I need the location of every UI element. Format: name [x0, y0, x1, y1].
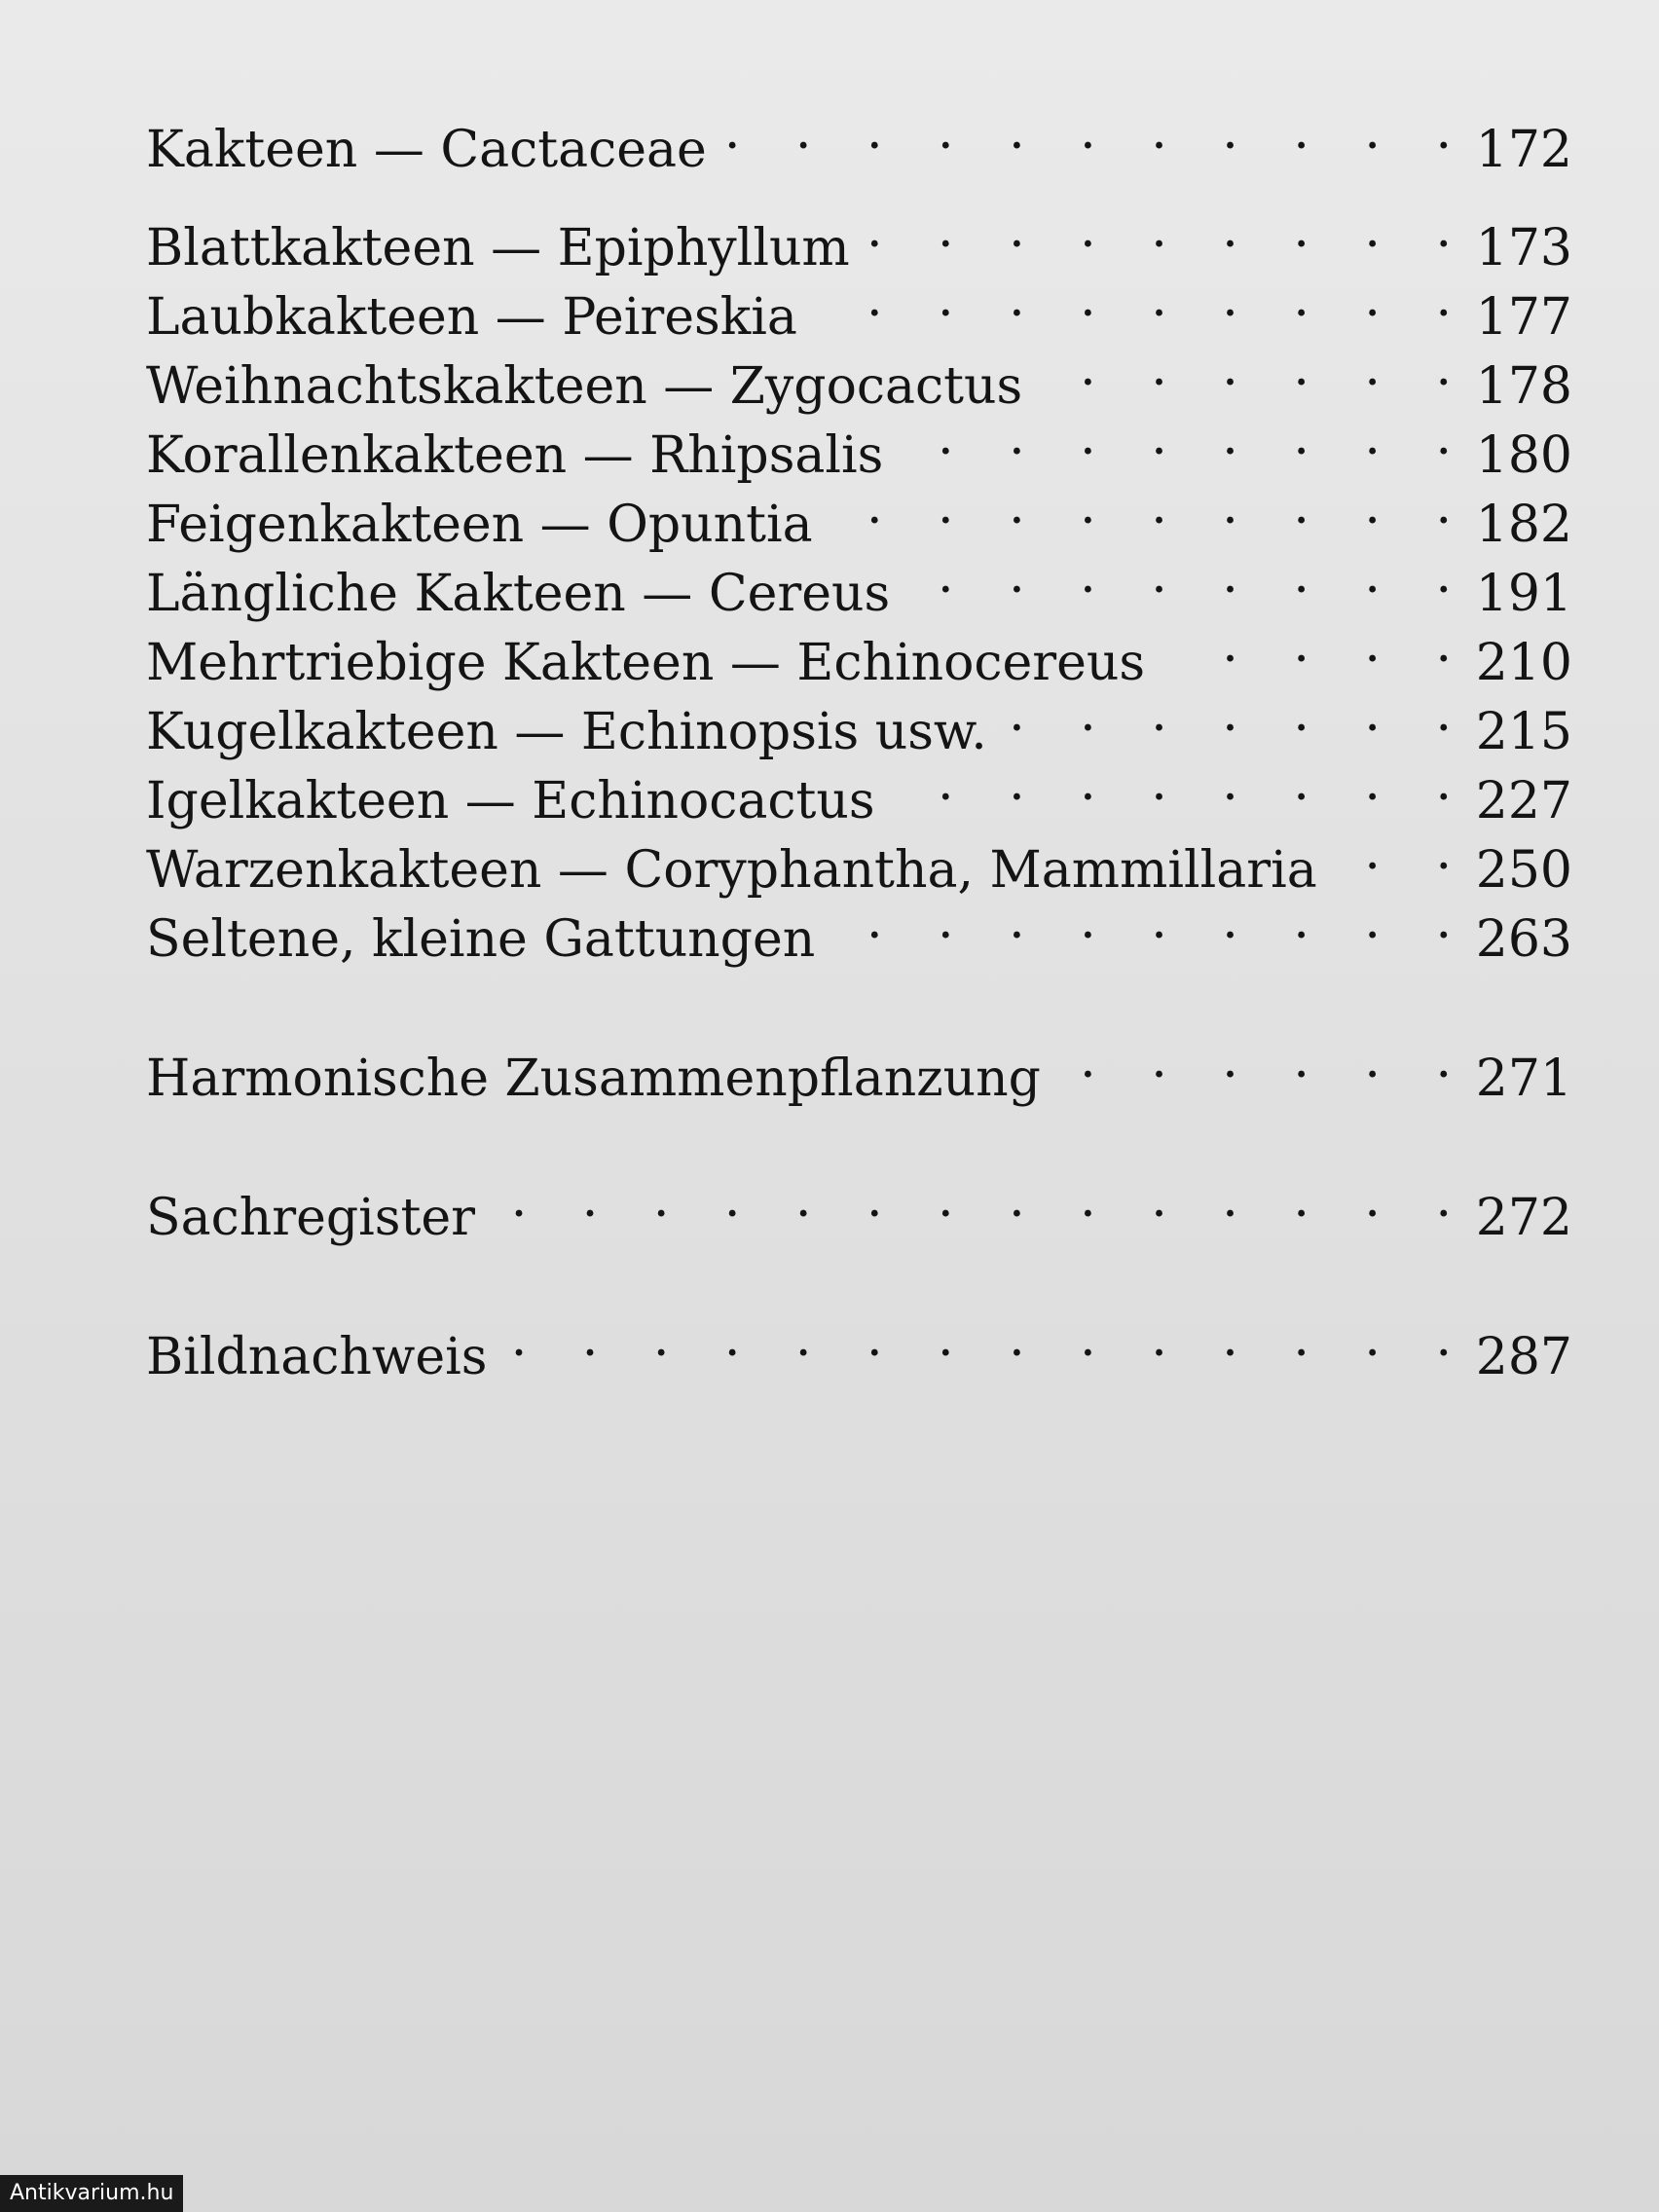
- toc-entry-title: Harmonische Zusammenpflanzung: [146, 1050, 1041, 1108]
- toc-entry-page: 191: [1475, 565, 1572, 623]
- toc-entry-page: 271: [1475, 1050, 1572, 1108]
- dot-leader: [1058, 1026, 1452, 1095]
- toc-entry-page: 178: [1475, 357, 1572, 416]
- table-of-contents: [146, 97, 1572, 1386]
- toc-entry-title: Weihnachtskakteen — Zygocactus: [146, 357, 1023, 416]
- toc-entry-page: 215: [1475, 703, 1572, 761]
- toc-entry-title: Blattkakteen — Epiphyllum: [146, 219, 850, 277]
- toc-entry-page: 182: [1475, 496, 1572, 554]
- toc-entry-page: 180: [1475, 426, 1572, 485]
- dot-leader: [493, 1165, 1452, 1235]
- toc-entry-title: Feigenkakteen — Opuntia: [146, 496, 813, 554]
- toc-entry: [146, 97, 1572, 179]
- toc-entry-page: 172: [1475, 121, 1572, 179]
- dot-leader: [815, 265, 1452, 334]
- toc-entry: [146, 1026, 1572, 1108]
- dot-leader: [504, 1305, 1452, 1374]
- dot-leader: [893, 749, 1452, 818]
- dot-leader: [1335, 818, 1452, 887]
- dot-leader: [830, 472, 1452, 541]
- dot-leader: [1162, 610, 1452, 680]
- toc-entry-title: Kakteen — Cactaceae: [146, 121, 707, 179]
- toc-entry-page: 227: [1475, 772, 1572, 830]
- toc-entry-title: Korallenkakteen — Rhipsalis: [146, 426, 884, 485]
- toc-entry-title: Seltene, kleine Gattungen: [146, 910, 816, 969]
- toc-entry-title: Laubkakteen — Peireskia: [146, 288, 797, 347]
- toc-entry-title: Längliche Kakteen — Cereus: [146, 565, 891, 623]
- toc-entry-page: 177: [1475, 288, 1572, 347]
- watermark-label: Antikvarium.hu: [0, 2175, 183, 2212]
- toc-entry-title: Igelkakteen — Echinocactus: [146, 772, 875, 830]
- toc-entry-title: Kugelkakteen — Echinopsis usw.: [146, 703, 987, 761]
- toc-entry: [146, 1165, 1572, 1247]
- toc-entry-page: 272: [1475, 1189, 1572, 1247]
- dot-leader: [1040, 334, 1452, 403]
- toc-entry-title: Warzenkakteen — Coryphantha, Mammillaria: [146, 841, 1317, 900]
- toc-entry: [146, 1305, 1572, 1386]
- toc-entry-page: 287: [1475, 1328, 1572, 1386]
- toc-entry-page: 250: [1475, 841, 1572, 900]
- dot-leader: [867, 196, 1452, 265]
- toc-entry-title: Bildnachweis: [146, 1328, 488, 1386]
- dot-leader: [907, 541, 1452, 610]
- dot-leader: [724, 97, 1452, 166]
- dot-leader: [832, 887, 1452, 956]
- toc-entry-title: Sachregister: [146, 1189, 475, 1247]
- toc-entry-title: Mehrtriebige Kakteen — Echinocereus: [146, 634, 1146, 692]
- dot-leader: [1005, 680, 1452, 749]
- dot-leader: [901, 403, 1452, 472]
- toc-entry-page: 210: [1475, 634, 1572, 692]
- toc-entry-page: 263: [1475, 910, 1572, 969]
- toc-entry-page: 173: [1475, 219, 1572, 277]
- toc-entry: [146, 196, 1572, 277]
